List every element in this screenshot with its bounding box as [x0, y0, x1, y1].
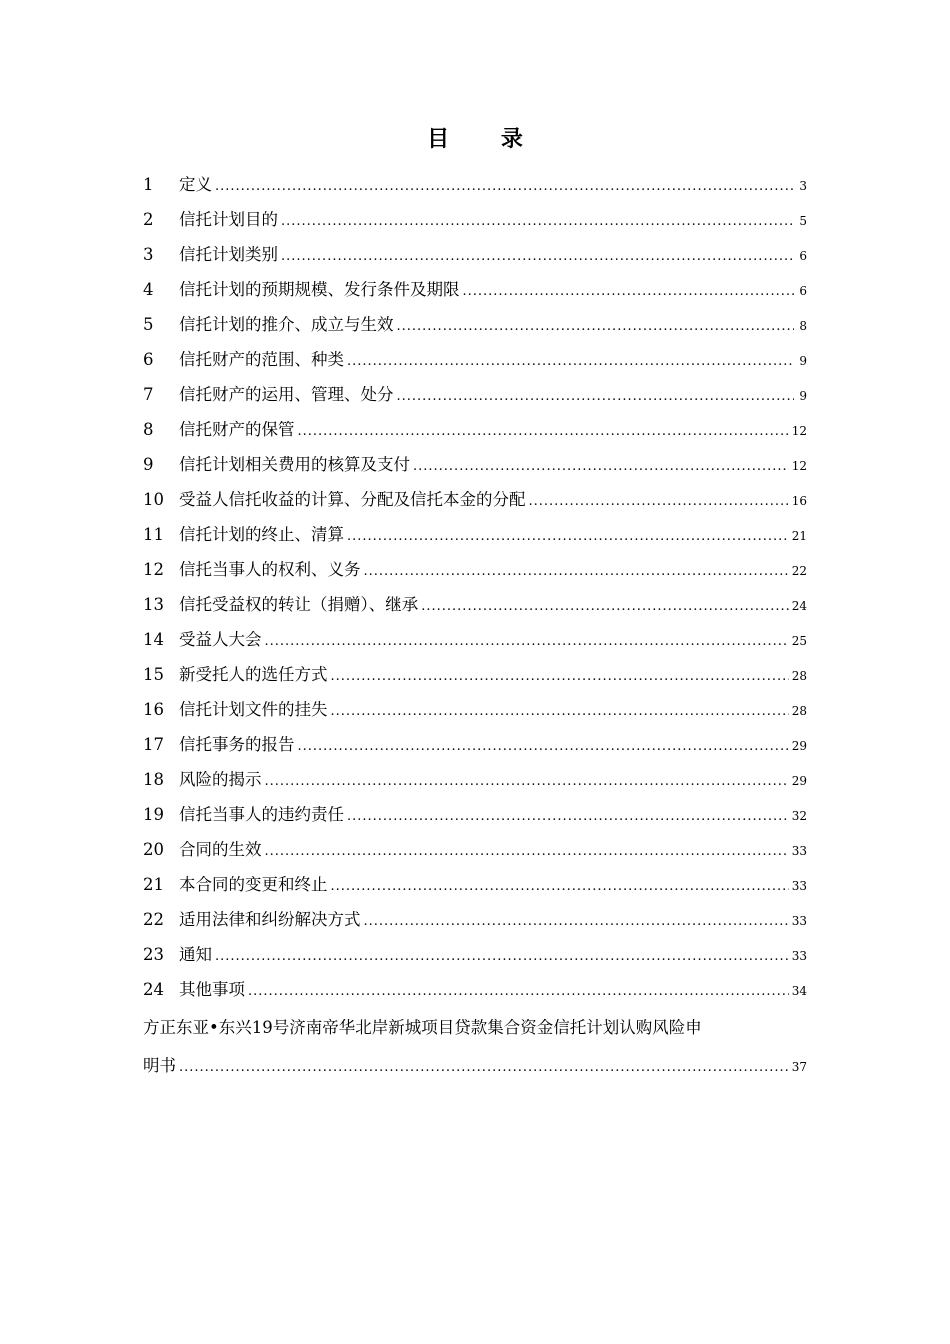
toc-entry-title: 适用法律和纠纷解决方式: [179, 910, 361, 929]
toc-entry-number: 23: [143, 945, 164, 964]
toc-entry-page: 21: [791, 529, 807, 543]
toc-entry[interactable]: [143, 556, 807, 591]
toc-entry-title: 信托计划的推介、成立与生效: [179, 315, 394, 334]
toc-dot-leader: [265, 634, 789, 649]
toc-entry[interactable]: [143, 521, 807, 556]
toc-entry-number: 6: [143, 350, 154, 369]
toc-entry-number: 20: [143, 840, 164, 859]
toc-entry-title: 风险的揭示: [179, 770, 262, 789]
toc-entry-title: 信托计划目的: [179, 210, 278, 229]
toc-dot-leader: [281, 249, 794, 264]
toc-entry-number: 22: [143, 910, 164, 929]
toc-dot-leader: [215, 179, 794, 194]
toc-entry-page: 37: [791, 1060, 807, 1074]
toc-entry-page: 33: [791, 879, 807, 893]
toc-entry-title: 合同的生效: [179, 840, 262, 859]
toc-entry-page: 34: [791, 984, 807, 998]
toc-entry[interactable]: [143, 906, 807, 941]
toc-entry-appendix[interactable]: [143, 1014, 807, 1087]
toc-dot-leader: [421, 599, 788, 614]
toc-entry[interactable]: [143, 976, 807, 1011]
toc-entry-title: 信托财产的运用、管理、处分: [179, 385, 394, 404]
toc-entry[interactable]: [143, 661, 807, 696]
toc-dot-leader: [281, 214, 794, 229]
toc-entry-page: 28: [791, 669, 807, 683]
toc-dot-leader: [529, 494, 789, 509]
toc-entry-number: 4: [143, 280, 154, 299]
toc-entry-page: 8: [799, 319, 807, 333]
toc-dot-leader: [347, 354, 794, 369]
toc-entry-number: 2: [143, 210, 154, 229]
toc-dot-leader: [364, 564, 789, 579]
toc-appendix-title-line2: 明书: [143, 1056, 176, 1075]
toc-entry-title: 受益人大会: [179, 630, 262, 649]
toc-dot-leader: [331, 879, 789, 894]
toc-entry-number: 7: [143, 385, 154, 404]
toc-entry-number: 14: [143, 630, 164, 649]
toc-entry[interactable]: [143, 766, 807, 801]
toc-entry-number: 9: [143, 455, 154, 474]
toc-entry-number: 24: [143, 980, 164, 999]
toc-entry-title: 信托计划相关费用的核算及支付: [179, 455, 410, 474]
toc-entry-page: 33: [791, 914, 807, 928]
toc-entry[interactable]: [143, 801, 807, 836]
toc-entry-number: 17: [143, 735, 164, 754]
toc-entry[interactable]: [143, 346, 807, 381]
toc-dot-leader: [347, 809, 789, 824]
toc-entry[interactable]: [143, 696, 807, 731]
toc-entry-title: 信托计划文件的挂失: [179, 700, 328, 719]
toc-appendix-title-line1: 方正东亚•东兴19号济南帝华北岸新城项目贷款集合资金信托计划认购风险申: [143, 1018, 702, 1037]
toc-dot-leader: [248, 984, 789, 999]
toc-dot-leader: [298, 424, 789, 439]
toc-entry-title: 信托计划类别: [179, 245, 278, 264]
toc-entry-page: 5: [799, 214, 807, 228]
toc-entry-page: 12: [791, 459, 807, 473]
toc-entry-number: 8: [143, 420, 154, 439]
toc-entry-title: 新受托人的选任方式: [179, 665, 328, 684]
toc-dot-leader: [397, 389, 795, 404]
toc-entry-page: 6: [799, 284, 807, 298]
toc-entry-page: 12: [791, 424, 807, 438]
toc-entry-number: 3: [143, 245, 154, 264]
toc-entry[interactable]: [143, 836, 807, 871]
toc-entry-title: 本合同的变更和终止: [179, 875, 328, 894]
toc-entry-number: 13: [143, 595, 164, 614]
toc-entry-page: 24: [791, 599, 807, 613]
toc-entry[interactable]: [143, 451, 807, 486]
toc-entry-number: 18: [143, 770, 164, 789]
toc-entry-title: 信托事务的报告: [179, 735, 295, 754]
toc-entry[interactable]: [143, 171, 807, 206]
toc-entry[interactable]: [143, 416, 807, 451]
toc-dot-leader: [413, 459, 789, 474]
toc-entry[interactable]: [143, 311, 807, 346]
toc-dot-leader: [179, 1060, 789, 1075]
toc-entry-number: 21: [143, 875, 164, 894]
toc-entry-title: 信托财产的范围、种类: [179, 350, 344, 369]
toc-entry-page: 9: [799, 389, 807, 403]
toc-entry-title: 信托计划的终止、清算: [179, 525, 344, 544]
toc-entry-page: 29: [791, 774, 807, 788]
toc-entry[interactable]: [143, 871, 807, 906]
toc-entry[interactable]: [143, 626, 807, 661]
toc-entry-number: 1: [143, 175, 154, 194]
toc-entry[interactable]: [143, 486, 807, 521]
toc-dot-leader: [397, 319, 795, 334]
toc-dot-leader: [265, 844, 789, 859]
toc-entry-title: 信托受益权的转让（捐赠）、继承: [179, 595, 419, 614]
toc-entry[interactable]: [143, 276, 807, 311]
toc-entry[interactable]: [143, 591, 807, 626]
toc-list: [143, 171, 807, 1011]
toc-entry-title: 信托财产的保管: [179, 420, 295, 439]
toc-entry[interactable]: [143, 941, 807, 976]
toc-entry-page: 22: [791, 564, 807, 578]
toc-entry-page: 6: [799, 249, 807, 263]
toc-dot-leader: [265, 774, 789, 789]
toc-entry-title: 信托当事人的权利、义务: [179, 560, 361, 579]
toc-dot-leader: [364, 914, 789, 929]
toc-dot-leader: [331, 704, 789, 719]
toc-dot-leader: [215, 949, 789, 964]
toc-entry-page: 29: [791, 739, 807, 753]
toc-entry-number: 10: [143, 490, 164, 509]
toc-entry-number: 11: [143, 525, 164, 544]
toc-entry-title: 受益人信托收益的计算、分配及信托本金的分配: [179, 490, 526, 509]
toc-entry-number: 12: [143, 560, 164, 579]
toc-entry-number: 15: [143, 665, 164, 684]
toc-entry-page: 3: [799, 179, 807, 193]
toc-dot-leader: [347, 529, 789, 544]
toc-entry-title: 通知: [179, 945, 212, 964]
toc-appendix-title-line2-row: [143, 1052, 807, 1087]
toc-dot-leader: [463, 284, 795, 299]
toc-entry-page: 32: [791, 809, 807, 823]
toc-entry[interactable]: [143, 206, 807, 241]
toc-entry-title: 定义: [179, 175, 212, 194]
toc-entry-page: 16: [791, 494, 807, 508]
toc-entry-page: 9: [799, 354, 807, 368]
toc-entry-number: 19: [143, 805, 164, 824]
toc-entry[interactable]: [143, 731, 807, 766]
toc-entry-page: 33: [791, 949, 807, 963]
toc-entry-title: 其他事项: [179, 980, 245, 999]
toc-entry-page: 28: [791, 704, 807, 718]
toc-dot-leader: [298, 739, 789, 754]
toc-title: 目 录: [427, 126, 545, 152]
toc-entry-title: 信托计划的预期规模、发行条件及期限: [179, 280, 460, 299]
toc-dot-leader: [331, 669, 789, 684]
toc-entry[interactable]: [143, 381, 807, 416]
toc-entry-page: 25: [791, 634, 807, 648]
toc-entry-page: 33: [791, 844, 807, 858]
toc-entry[interactable]: [143, 241, 807, 276]
toc-entry-number: 16: [143, 700, 164, 719]
toc-entry-number: 5: [143, 315, 154, 334]
toc-entry-title: 信托当事人的违约责任: [179, 805, 344, 824]
